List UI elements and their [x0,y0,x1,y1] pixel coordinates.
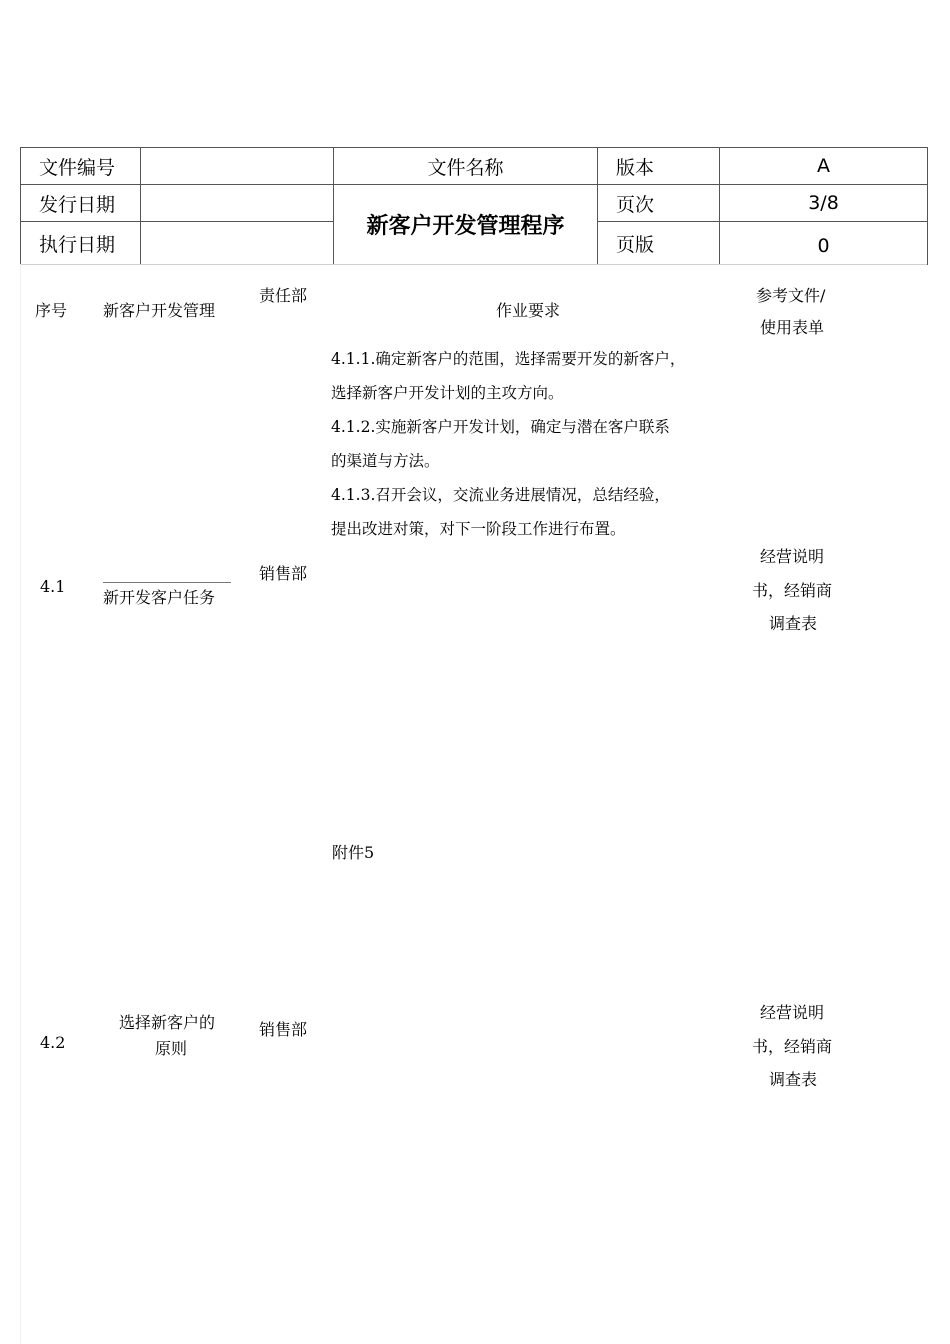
row-seq: 4.1 [40,577,66,596]
left-margin-line [20,264,21,1344]
column-header-ref-line1: 参考文件/ [756,286,826,305]
file-name-label: 文件名称 [334,148,598,185]
page-value: 3/8 [720,185,928,222]
column-header-item: 新客户开发管理 [103,301,216,320]
requirement-line: 的渠道与方法。 [331,452,440,470]
exec-date-label: 执行日期 [21,222,141,265]
row-ref-line: 经营说明 [760,547,825,566]
row-ref-line: 经营说明 [760,1003,825,1022]
requirement-line: 选择新客户开发计划的主攻方向。 [331,384,564,402]
row-dept: 销售部 [259,564,308,583]
row-item-line2: 原则 [155,1039,188,1058]
document-header-table [20,147,928,265]
row-dept: 销售部 [259,1020,308,1039]
row-item-line1: 选择新客户的 [119,1013,216,1032]
file-no-label: 文件编号 [21,148,141,185]
row-seq: 4.2 [40,1033,66,1052]
issue-date-label: 发行日期 [21,185,141,222]
issue-date-value [141,185,334,222]
row-ref-line: 调查表 [769,614,818,633]
requirement-line: 提出改进对策，对下一阶段工作进行布置。 [331,520,626,538]
requirement-line: 4.1.2.实施新客户开发计划，确定与潜在客户联系 [331,418,670,436]
version-label: 版本 [598,148,720,185]
edition-value: 0 [720,222,928,265]
column-header-dept: 责任部 [259,286,308,305]
attachment-label: 附件5 [332,843,375,862]
requirement-line: 4.1.1.确定新客户的范围，选择需要开发的新客户， [331,350,686,368]
row-ref-line: 调查表 [769,1070,818,1089]
file-no-value [141,148,334,185]
document-title: 新客户开发管理程序 [334,185,598,265]
item-underline [103,582,231,583]
version-value: A [720,148,928,185]
column-header-req: 作业要求 [496,301,561,320]
page-label: 页次 [598,185,720,222]
exec-date-value [141,222,334,265]
row-ref-line: 书，经销商 [752,581,833,600]
requirement-line: 4.1.3.召开会议，交流业务进展情况，总结经验， [331,486,670,504]
column-header-seq: 序号 [35,301,68,320]
edition-label: 页版 [598,222,720,265]
column-header-ref-line2: 使用表单 [760,318,825,337]
row-ref-line: 书，经销商 [752,1037,833,1056]
row-item: 新开发客户任务 [103,588,216,607]
header-divider [20,264,927,265]
